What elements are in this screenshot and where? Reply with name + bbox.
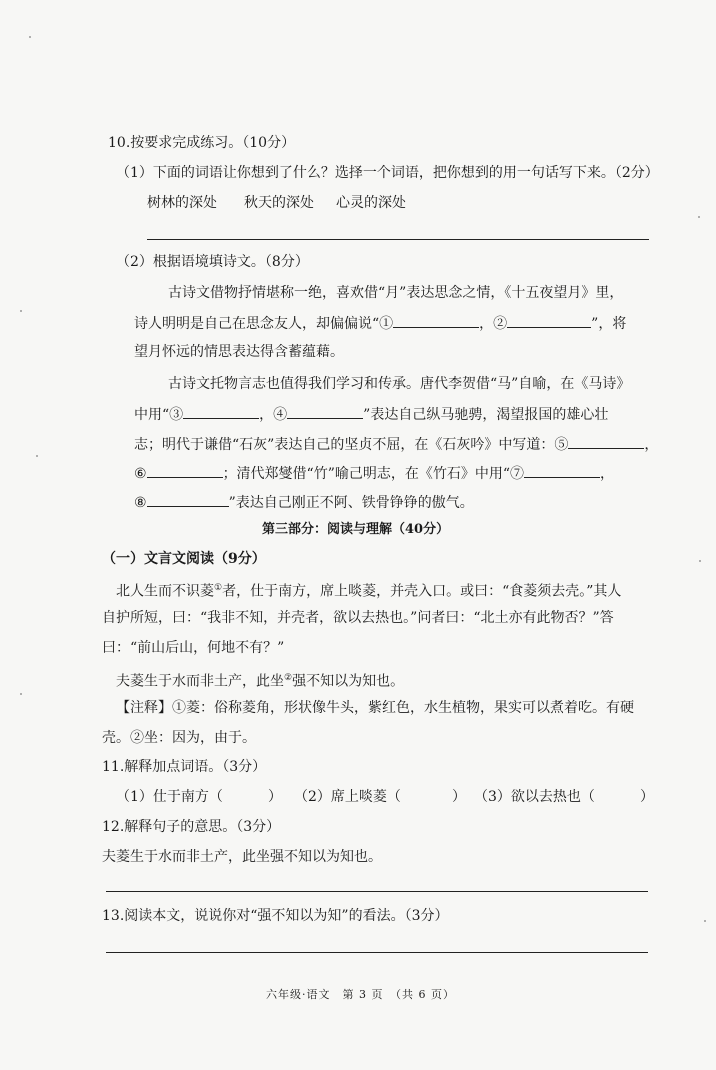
- poem-para1-text: 诗人明明是自己在思念友人，却偏偏说“①: [134, 316, 394, 332]
- q13-answer-line[interactable]: [106, 952, 648, 953]
- q12-answer-line[interactable]: [106, 891, 648, 892]
- q11-item-2: （2）席上啖菱（: [294, 789, 401, 805]
- blank-7[interactable]: [524, 463, 600, 478]
- poem-para2-text: ，: [644, 437, 659, 453]
- scan-speck: [29, 36, 31, 38]
- q10-option-1: 树林的深处: [147, 195, 217, 211]
- poem-para2-line3: [134, 434, 658, 455]
- page-footer: 六年级·语文 第 3 页 （共 6 页）: [266, 988, 455, 1001]
- scan-speck: [699, 560, 701, 562]
- blank-5[interactable]: [568, 434, 644, 449]
- classical-text: 强不知以为知也。: [292, 673, 405, 690]
- q10-title: 10.按要求完成练习。（10分）: [108, 135, 296, 151]
- scan-speck: [20, 693, 22, 695]
- footnote-mark: ①: [214, 583, 223, 593]
- q10-option-3: 心灵的深处: [336, 195, 406, 211]
- blank-2[interactable]: [507, 313, 591, 328]
- part3-title: 第三部分：阅读与理解（40分）: [262, 522, 450, 537]
- classical-text-line4: [116, 668, 404, 692]
- poem-para1-line3: 望月怀远的情思表达得含蓄蕴藉。: [134, 344, 344, 360]
- poem-para2-text: ，④: [259, 407, 288, 423]
- classical-text: 北人生而不识菱: [116, 583, 214, 600]
- blank-8[interactable]: [147, 492, 229, 507]
- poem-para2-line2: [134, 404, 608, 425]
- scan-speck: [698, 216, 700, 218]
- poem-para2-line5: [134, 492, 474, 513]
- classical-text-line2: 自护所短，曰：“我非不知，并壳者，欲以去热也。”问者曰：“北土亦有此物否？”答: [102, 610, 614, 626]
- poem-para1-text: ”，将: [591, 316, 627, 332]
- poem-para2-text: ，: [600, 466, 615, 482]
- poem-para2-text: ；清代郑燮借“竹”喻己明志，在《竹石》中用“⑦: [222, 466, 525, 482]
- poem-para2-text: ”表达自己刚正不阿、铁骨铮铮的傲气。: [228, 495, 474, 511]
- poem-para2-text: 中用“③: [134, 407, 184, 423]
- poem-para1-line2: [134, 313, 626, 334]
- notes-line2: 壳。②坐：因为，由于。: [102, 730, 256, 746]
- poem-para2-text: ”表达自己纵马驰骋，渴望报国的雄心壮: [363, 407, 609, 423]
- poem-para2-text: 志；明代于谦借“石灰”表达自己的坚贞不屈，在《石灰吟》中写道：⑤: [134, 437, 569, 453]
- notes-line1: 【注释】①菱：俗称菱角，形状像牛头，紫红色，水生植物，果实可以煮着吃。有硬: [116, 700, 634, 716]
- poem-para2-line4: [134, 463, 614, 484]
- classical-text: 夫菱生于水而非土产，此坐: [116, 673, 284, 690]
- reading-heading: （一）文言文阅读（9分）: [102, 551, 266, 567]
- scan-speck: [36, 455, 38, 457]
- q11-item-1-close: ）: [268, 789, 282, 805]
- q11-title: 11.解释加点词语。（3分）: [102, 759, 267, 775]
- scan-speck: [704, 920, 706, 922]
- classical-text-line3: 曰：“前山后山，何地不有？”: [102, 640, 285, 656]
- q10-part2-prompt: （2）根据语境填诗文。（8分）: [116, 254, 309, 270]
- q10-answer-line[interactable]: [147, 239, 649, 240]
- poem-para2-text: ⑥: [134, 466, 147, 482]
- poem-para1-line1: 古诗文借物抒情堪称一绝，喜欢借“月”表达思念之情，《十五夜望月》里，: [168, 285, 624, 301]
- q10-option-2: 秋天的深处: [244, 195, 314, 211]
- q13-title: 13.阅读本文，说说你对“强不知以为知”的看法。（3分）: [102, 908, 449, 924]
- blank-3[interactable]: [183, 404, 259, 419]
- poem-para2-line1: 古诗文托物言志也值得我们学习和传承。唐代李贺借“马”自喻，在《马诗》: [168, 376, 631, 392]
- blank-4[interactable]: [287, 404, 363, 419]
- blank-6[interactable]: [147, 463, 223, 478]
- q11-item-3-close: ）: [640, 789, 654, 805]
- blank-1[interactable]: [393, 313, 479, 328]
- q11-item-3: （3）欲以去热也（: [474, 789, 595, 805]
- scan-speck: [20, 310, 22, 312]
- q10-part1-prompt: （1）下面的词语让你想到了什么？选择一个词语，把你想到的用一句话写下来。（2分）: [116, 165, 659, 181]
- poem-para2-text: ⑧: [134, 495, 147, 511]
- footnote-mark: ②: [284, 673, 293, 683]
- q12-sentence: 夫菱生于水而非土产，此坐强不知以为知也。: [102, 849, 382, 865]
- q11-item-1: （1）仕于南方（: [116, 789, 223, 805]
- classical-text: 者，仕于南方，席上啖菱，并壳入口。或曰：“食菱须去壳。”其人: [222, 583, 622, 600]
- poem-para1-text: ，②: [479, 316, 508, 332]
- q12-title: 12.解释句子的意思。（3分）: [102, 819, 281, 835]
- classical-text-line1: [116, 578, 621, 602]
- q11-item-2-close: ）: [452, 789, 466, 805]
